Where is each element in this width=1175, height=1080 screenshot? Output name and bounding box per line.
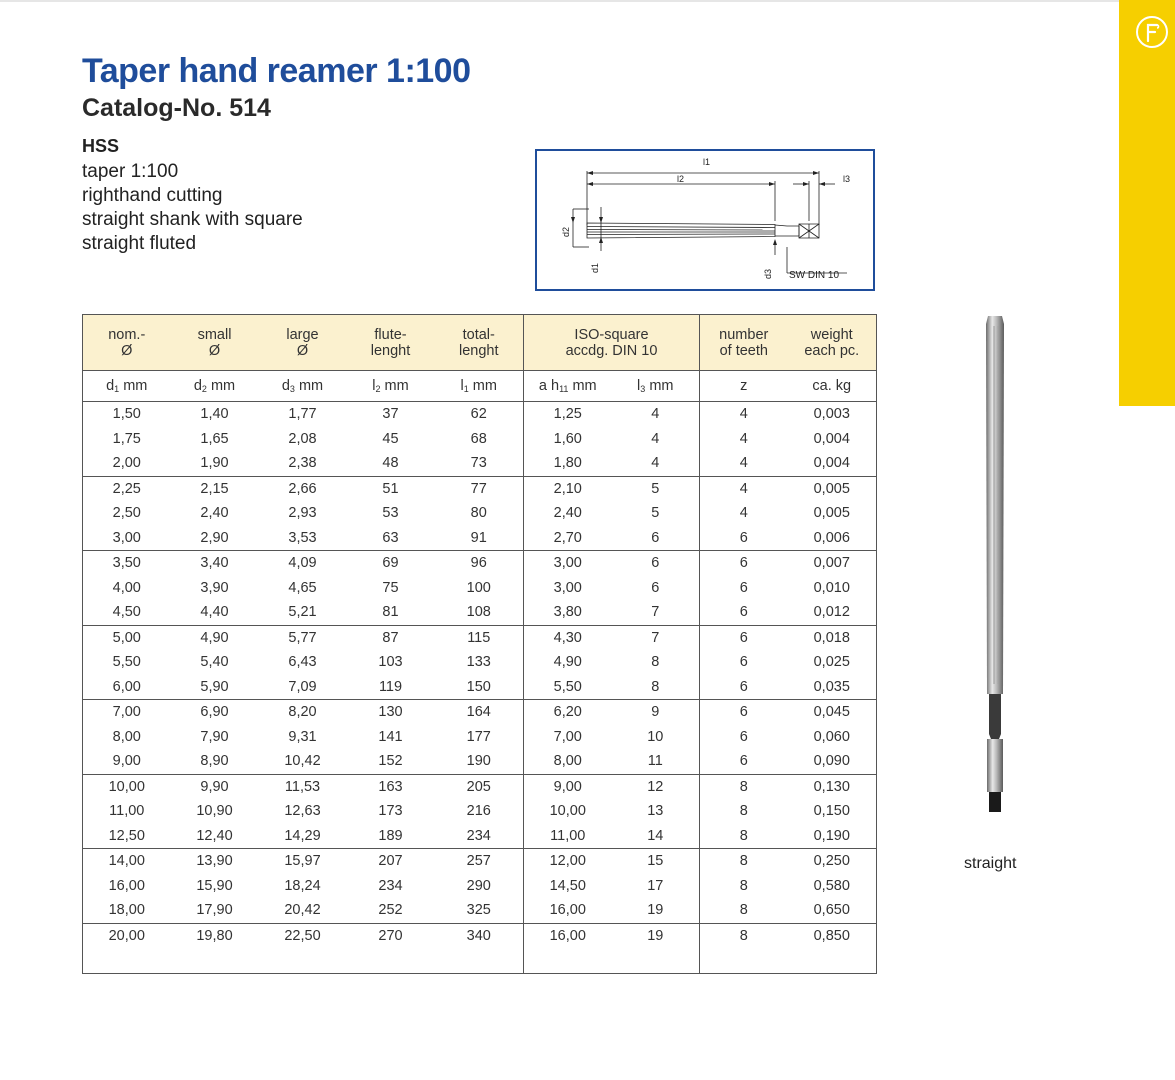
d2-label: d2 bbox=[561, 226, 571, 237]
table-cell: 0,018 bbox=[788, 625, 877, 650]
table-cell: 6 bbox=[700, 526, 788, 551]
table-cell: 18,24 bbox=[284, 877, 321, 894]
table-cell: 234 bbox=[378, 877, 403, 894]
table-cell: 9,90 bbox=[200, 778, 229, 795]
header-large: large Ø bbox=[259, 315, 347, 371]
header-nominal: nom.- Ø bbox=[83, 315, 171, 371]
table-cell: 17 bbox=[612, 874, 700, 899]
table-cell: 14,00 bbox=[83, 849, 171, 874]
table-cell: 1,50 bbox=[83, 402, 171, 427]
table-cell: 16,00 bbox=[83, 874, 171, 899]
table-cell: 0,060 bbox=[788, 725, 877, 750]
table-cell: 6 bbox=[700, 600, 788, 625]
table-cell: 5,50 bbox=[524, 675, 612, 700]
top-divider bbox=[0, 0, 1175, 2]
technical-drawing bbox=[535, 149, 875, 291]
table-cell: 0,004 bbox=[788, 427, 877, 452]
table-cell: 6 bbox=[739, 728, 748, 745]
table-cell: 150 bbox=[435, 675, 524, 700]
table-cell: 19 bbox=[612, 923, 700, 948]
unit-cell: $d_3$ mm bbox=[259, 371, 347, 402]
l2-label: l2 bbox=[677, 174, 685, 184]
reamer-dimensions-table bbox=[82, 314, 877, 974]
units-row bbox=[83, 371, 877, 402]
table-cell: 2,10 bbox=[553, 480, 582, 497]
table-cell: 13,90 bbox=[196, 853, 233, 870]
table-row bbox=[83, 799, 877, 824]
table-cell: 68 bbox=[435, 427, 524, 452]
table-cell: 0,010 bbox=[788, 576, 877, 601]
table-cell: 14,29 bbox=[259, 824, 347, 849]
table-spacer-row bbox=[83, 948, 877, 973]
table-cell: 4,65 bbox=[288, 579, 317, 596]
table-cell: 207 bbox=[378, 853, 403, 870]
table-cell: 11,00 bbox=[83, 799, 171, 824]
table-cell: 16,00 bbox=[524, 898, 612, 923]
table-cell: 0,090 bbox=[788, 749, 877, 774]
page-title: Taper hand reamer 1:100 bbox=[82, 52, 471, 90]
table-cell: 257 bbox=[435, 849, 524, 874]
table-cell: 2,90 bbox=[171, 526, 259, 551]
header-iso-square: ISO-square accdg. DIN 10 bbox=[524, 315, 700, 371]
table-cell: 177 bbox=[435, 725, 524, 750]
table-row bbox=[83, 725, 877, 750]
table-cell: 0,150 bbox=[788, 799, 877, 824]
table-cell: 141 bbox=[378, 728, 403, 745]
table-cell: 15 bbox=[612, 849, 700, 874]
table-cell: 45 bbox=[382, 430, 399, 447]
unit-cell: $l_2$ mm bbox=[347, 371, 435, 402]
table-cell: 6,20 bbox=[553, 704, 582, 721]
feature-item: taper 1:100 bbox=[82, 161, 179, 182]
table-cell: 103 bbox=[378, 654, 403, 671]
table-cell: 205 bbox=[435, 774, 524, 799]
table-cell: 81 bbox=[347, 600, 435, 625]
table-cell: 163 bbox=[378, 778, 403, 795]
table-cell: 0,035 bbox=[788, 675, 877, 700]
table-cell: 5,77 bbox=[288, 629, 317, 646]
table-cell: 4 bbox=[739, 505, 748, 522]
table-cell: 2,38 bbox=[259, 451, 347, 476]
table-cell: 14 bbox=[612, 824, 700, 849]
table-cell: 48 bbox=[347, 451, 435, 476]
table-cell: 69 bbox=[382, 555, 399, 572]
table-cell: 0,005 bbox=[788, 501, 877, 526]
table-cell: 108 bbox=[435, 600, 524, 625]
table-cell: 12 bbox=[612, 774, 700, 799]
table-cell: 6 bbox=[700, 749, 788, 774]
table-cell: 2,93 bbox=[288, 505, 317, 522]
table-row bbox=[83, 625, 877, 650]
table-cell: 0,130 bbox=[788, 774, 877, 799]
table-row bbox=[83, 600, 877, 625]
table-cell: 87 bbox=[382, 629, 399, 646]
table-cell: 270 bbox=[378, 927, 403, 944]
table-cell: 8,20 bbox=[288, 704, 317, 721]
table-row bbox=[83, 700, 877, 725]
table-cell: 0,580 bbox=[788, 874, 877, 899]
table-row bbox=[83, 774, 877, 799]
table-cell: 0,012 bbox=[788, 600, 877, 625]
header-teeth: number of teeth bbox=[700, 315, 788, 371]
table-cell: 4,40 bbox=[171, 600, 259, 625]
table-cell: 6,90 bbox=[200, 704, 229, 721]
table-cell: 6 bbox=[700, 675, 788, 700]
table-cell: 0,045 bbox=[788, 700, 877, 725]
l3-label: l3 bbox=[843, 174, 851, 184]
table-cell: 0,007 bbox=[788, 551, 877, 576]
table-cell: 8 bbox=[700, 898, 788, 923]
table-cell: 325 bbox=[435, 898, 524, 923]
feature-item: straight shank with square bbox=[82, 209, 303, 230]
table-cell: 22,50 bbox=[284, 927, 321, 944]
table-cell: 4 bbox=[700, 451, 788, 476]
table-cell: 0,006 bbox=[788, 526, 877, 551]
header-flute-length: flute- lenght bbox=[347, 315, 435, 371]
table-cell: 20,42 bbox=[259, 898, 347, 923]
table-cell: 8 bbox=[739, 803, 748, 820]
table-cell: 0,025 bbox=[788, 650, 877, 675]
table-cell: 12,50 bbox=[83, 824, 171, 849]
material-label: HSS bbox=[82, 136, 120, 156]
table-cell: 3,00 bbox=[553, 555, 582, 572]
table-cell: 0,003 bbox=[788, 402, 877, 427]
table-row bbox=[83, 675, 877, 700]
table-cell: 133 bbox=[435, 650, 524, 675]
table-cell: 0,190 bbox=[788, 824, 877, 849]
table-cell: 10,42 bbox=[259, 749, 347, 774]
table-cell: 6,43 bbox=[288, 654, 317, 671]
feature-list bbox=[82, 160, 303, 256]
table-cell: 73 bbox=[435, 451, 524, 476]
table-cell: 9,31 bbox=[288, 728, 317, 745]
header-weight: weight each pc. bbox=[788, 315, 877, 371]
table-cell: 3,90 bbox=[200, 579, 229, 596]
unit-cell: $d_2$ mm bbox=[171, 371, 259, 402]
table-cell: 164 bbox=[435, 700, 524, 725]
table-cell: 8 bbox=[700, 824, 788, 849]
table-cell: 80 bbox=[435, 501, 524, 526]
table-cell: 10,90 bbox=[196, 803, 233, 820]
table-cell: 3,40 bbox=[200, 555, 229, 572]
unit-cell: $l_3$ mm bbox=[612, 371, 700, 402]
table-cell: 4 bbox=[739, 406, 748, 423]
yellow-side-tab bbox=[1119, 0, 1175, 406]
table-cell: 12,40 bbox=[171, 824, 259, 849]
table-cell: 2,66 bbox=[288, 480, 317, 497]
table-cell: 6 bbox=[739, 654, 748, 671]
table-cell: 119 bbox=[347, 675, 435, 700]
table-cell: 63 bbox=[347, 526, 435, 551]
empty-cell bbox=[171, 948, 259, 973]
table-cell: 2,25 bbox=[83, 476, 171, 501]
table-cell: 0,650 bbox=[788, 898, 877, 923]
table-cell: 11 bbox=[612, 749, 700, 774]
table-cell: 8,90 bbox=[171, 749, 259, 774]
table-cell: 11,53 bbox=[284, 778, 321, 795]
table-row bbox=[83, 650, 877, 675]
table-cell: 62 bbox=[435, 402, 524, 427]
table-cell: 16,00 bbox=[549, 927, 586, 944]
reamer-dimension-drawing bbox=[537, 151, 873, 289]
table-header-row bbox=[83, 315, 877, 371]
empty-cell bbox=[83, 948, 171, 973]
table-cell: 37 bbox=[382, 406, 399, 423]
empty-cell bbox=[788, 948, 877, 973]
table-cell: 12,00 bbox=[549, 853, 586, 870]
unit-cell: $d_1$ mm bbox=[83, 371, 171, 402]
table-cell: 6 bbox=[739, 555, 748, 572]
table-cell: 19,80 bbox=[196, 927, 233, 944]
table-cell: 13 bbox=[612, 799, 700, 824]
table-cell: 75 bbox=[382, 579, 399, 596]
table-cell: 3,50 bbox=[83, 551, 171, 576]
table-row bbox=[83, 451, 877, 476]
table-cell: 0,250 bbox=[788, 849, 877, 874]
table-cell: 10 bbox=[612, 725, 700, 750]
table-cell: 234 bbox=[435, 824, 524, 849]
table-row bbox=[83, 501, 877, 526]
table-cell: 1,65 bbox=[200, 430, 229, 447]
table-cell: 1,80 bbox=[524, 451, 612, 476]
table-cell: 2,15 bbox=[200, 480, 229, 497]
table-row bbox=[83, 526, 877, 551]
catalog-number: Catalog-No. 514 bbox=[82, 94, 271, 122]
table-cell: 4,50 bbox=[83, 600, 171, 625]
table-cell: 53 bbox=[382, 505, 399, 522]
d3-label: d3 bbox=[763, 268, 773, 279]
table-cell: 5 bbox=[612, 476, 700, 501]
table-row bbox=[83, 923, 877, 948]
table-cell: 7,00 bbox=[553, 728, 582, 745]
table-cell: 91 bbox=[435, 526, 524, 551]
table-cell: 4 bbox=[612, 402, 700, 427]
table-cell: 3,00 bbox=[83, 526, 171, 551]
table-cell: 10,00 bbox=[549, 803, 586, 820]
empty-cell bbox=[435, 948, 524, 973]
table-cell: 4,00 bbox=[83, 576, 171, 601]
table-cell: 18,00 bbox=[83, 898, 171, 923]
reamer-product-photo bbox=[975, 314, 1015, 824]
feature-item: straight fluted bbox=[82, 233, 197, 254]
table-cell: 1,75 bbox=[83, 427, 171, 452]
table-cell: 6,00 bbox=[83, 675, 171, 700]
table-cell: 3,00 bbox=[553, 579, 582, 596]
header-total-length: total- lenght bbox=[435, 315, 524, 371]
table-cell: 173 bbox=[378, 803, 403, 820]
table-cell: 8 bbox=[612, 650, 700, 675]
table-cell: 6 bbox=[739, 629, 748, 646]
empty-cell bbox=[700, 948, 788, 973]
table-cell: 8 bbox=[739, 778, 748, 795]
table-cell: 96 bbox=[435, 551, 524, 576]
table-cell: 19 bbox=[612, 898, 700, 923]
f-circle-logo-icon bbox=[1134, 14, 1170, 50]
table-cell: 6 bbox=[739, 704, 748, 721]
table-cell: 1,25 bbox=[553, 406, 582, 423]
table-row bbox=[83, 402, 877, 427]
unit-cell: $l_1$ mm bbox=[435, 371, 524, 402]
empty-cell bbox=[259, 948, 347, 973]
table-cell: 15,90 bbox=[196, 877, 233, 894]
table-cell: 115 bbox=[435, 625, 524, 650]
table-cell: 2,50 bbox=[83, 501, 171, 526]
table-cell: 51 bbox=[382, 480, 399, 497]
unit-cell: z bbox=[700, 371, 788, 402]
table-cell: 4 bbox=[739, 480, 748, 497]
table-cell: 2,40 bbox=[553, 505, 582, 522]
unit-cell: a $h_{11}$ mm bbox=[524, 371, 612, 402]
table-cell: 5,40 bbox=[200, 654, 229, 671]
table-cell: 6 bbox=[612, 576, 700, 601]
sw-din-label: SW DIN 10 bbox=[789, 270, 840, 281]
table-cell: 12,63 bbox=[284, 803, 321, 820]
table-cell: 15,97 bbox=[284, 853, 321, 870]
table-cell: 8 bbox=[739, 927, 748, 944]
table-cell: 9,00 bbox=[83, 749, 171, 774]
table-cell: 7 bbox=[612, 600, 700, 625]
table-cell: 10,00 bbox=[83, 774, 171, 799]
table-cell: 4 bbox=[612, 451, 700, 476]
table-row bbox=[83, 824, 877, 849]
table-cell: 1,90 bbox=[171, 451, 259, 476]
table-cell: 130 bbox=[378, 704, 403, 721]
table-cell: 2,00 bbox=[83, 451, 171, 476]
table-cell: 252 bbox=[347, 898, 435, 923]
table-cell: 290 bbox=[435, 874, 524, 899]
product-caption: straight bbox=[964, 855, 1017, 872]
table-cell: 152 bbox=[347, 749, 435, 774]
table-cell: 2,70 bbox=[524, 526, 612, 551]
table-cell: 77 bbox=[435, 476, 524, 501]
table-row bbox=[83, 427, 877, 452]
table-cell: 189 bbox=[347, 824, 435, 849]
table-row bbox=[83, 749, 877, 774]
table-body bbox=[83, 402, 877, 974]
table-cell: 5,50 bbox=[83, 650, 171, 675]
table-cell: 8,00 bbox=[83, 725, 171, 750]
d1-label: d1 bbox=[590, 262, 600, 273]
table-cell: 7,09 bbox=[259, 675, 347, 700]
table-cell: 7,00 bbox=[83, 700, 171, 725]
table-cell: 7,90 bbox=[200, 728, 229, 745]
table-cell: 190 bbox=[435, 749, 524, 774]
table-cell: 8,00 bbox=[524, 749, 612, 774]
table-cell: 3,53 bbox=[259, 526, 347, 551]
table-cell: 0,005 bbox=[788, 476, 877, 501]
feature-item: righthand cutting bbox=[82, 185, 223, 206]
table-cell: 5,00 bbox=[83, 625, 171, 650]
table-cell: 2,08 bbox=[288, 430, 317, 447]
table-cell: 14,50 bbox=[549, 877, 586, 894]
table-cell: 216 bbox=[435, 799, 524, 824]
table-cell: 4 bbox=[612, 427, 700, 452]
table-cell: 7 bbox=[612, 625, 700, 650]
table-row bbox=[83, 551, 877, 576]
empty-cell bbox=[612, 948, 700, 973]
table-cell: 17,90 bbox=[171, 898, 259, 923]
table-row bbox=[83, 849, 877, 874]
table-cell: 1,77 bbox=[288, 406, 317, 423]
table-cell: 9,00 bbox=[553, 778, 582, 795]
table-cell: 0,850 bbox=[788, 923, 877, 948]
table-cell: 6 bbox=[612, 551, 700, 576]
table-cell: 9 bbox=[612, 700, 700, 725]
l1-label: l1 bbox=[703, 157, 711, 167]
table-row bbox=[83, 576, 877, 601]
table-row bbox=[83, 476, 877, 501]
table-cell: 4,09 bbox=[288, 555, 317, 572]
table-row bbox=[83, 898, 877, 923]
unit-cell: ca. kg bbox=[788, 371, 877, 402]
empty-cell bbox=[347, 948, 435, 973]
empty-cell bbox=[524, 948, 612, 973]
table-cell: 0,004 bbox=[788, 451, 877, 476]
table-cell: 340 bbox=[435, 923, 524, 948]
table-cell: 100 bbox=[435, 576, 524, 601]
table-cell: 8 bbox=[739, 877, 748, 894]
table-cell: 4,90 bbox=[553, 654, 582, 671]
table-cell: 4,30 bbox=[553, 629, 582, 646]
table-cell: 1,40 bbox=[200, 406, 229, 423]
table-cell: 5,21 bbox=[259, 600, 347, 625]
table-cell: 6 bbox=[739, 579, 748, 596]
table-cell: 4,90 bbox=[200, 629, 229, 646]
table-cell: 6 bbox=[612, 526, 700, 551]
table-cell: 11,00 bbox=[524, 824, 612, 849]
table-cell: 5 bbox=[612, 501, 700, 526]
table-cell: 2,40 bbox=[200, 505, 229, 522]
table-cell: 1,60 bbox=[553, 430, 582, 447]
header-small: small Ø bbox=[171, 315, 259, 371]
table-cell: 8 bbox=[739, 853, 748, 870]
table-cell: 5,90 bbox=[171, 675, 259, 700]
table-cell: 20,00 bbox=[83, 923, 171, 948]
table-cell: 3,80 bbox=[524, 600, 612, 625]
table-row bbox=[83, 874, 877, 899]
table-cell: 4 bbox=[739, 430, 748, 447]
table-cell: 8 bbox=[612, 675, 700, 700]
